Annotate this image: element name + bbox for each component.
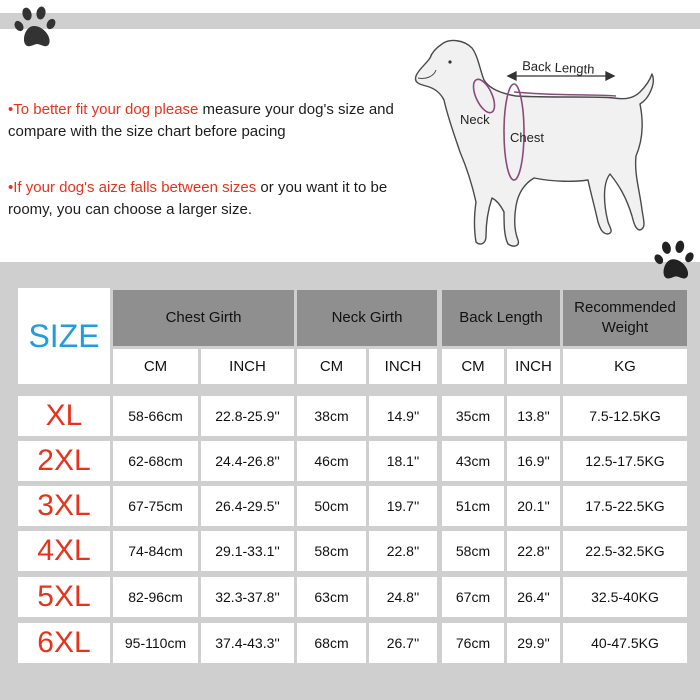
back-length-header: Back Length [442,290,560,346]
table-cell: 22.8-25.9'' [201,396,294,436]
table-cell: 37.4-43.3'' [201,623,294,663]
table-cell: 32.5-40KG [563,577,687,617]
unit-header-weight-kg: KG [563,349,687,384]
unit-header-back-cm: CM [442,349,504,384]
table-cell: 46cm [297,441,366,481]
table-cell: 26.7'' [369,623,437,663]
unit-header-back-inch: INCH [507,349,560,384]
table-cell: 51cm [442,486,504,526]
size-label: 5XL [18,577,110,617]
table-cell: 29.1-33.1'' [201,531,294,571]
table-cell: 62-68cm [113,441,198,481]
table-cell: 16.9'' [507,441,560,481]
table-cell: 67-75cm [113,486,198,526]
neck-girth-header: Neck Girth [297,290,437,346]
recommended-weight-line1: Recommended [574,299,676,316]
recommended-weight-line2: Weight [601,319,649,336]
fit-tip-text: measure your dog's size and compare with the size chart before pacing [8,101,394,140]
size-label: 3XL [18,486,110,526]
table-cell: 24.8'' [369,577,437,617]
unit-header-chest-cm: CM [113,349,198,384]
table-cell: 29.9'' [507,623,560,663]
table-cell: 82-96cm [113,577,198,617]
back-measure-line [514,92,616,96]
dog-measurement-diagram [404,34,694,264]
top-gray-band [0,13,700,29]
table-cell: 12.5-17.5KG [563,441,687,481]
between-sizes-tip: •If your dog's aize falls between sizes or you want it to be roomy, you can choose a larger size. [8,179,388,218]
table-cell: 35cm [442,396,504,436]
chest-girth-header: Chest Girth [113,290,294,346]
table-cell: 38cm [297,396,366,436]
chest-label: Chest [510,130,544,145]
table-cell: 32.3-37.8'' [201,577,294,617]
unit-header-neck-inch: INCH [369,349,437,384]
size-label: XL [18,396,110,436]
paw-print-icon [14,6,60,56]
table-cell: 20.1'' [507,486,560,526]
table-cell: 19.7'' [369,486,437,526]
unit-header-neck-cm: CM [297,349,366,384]
table-cell: 22.5-32.5KG [563,531,687,571]
table-cell: 58cm [297,531,366,571]
table-cell: 67cm [442,577,504,617]
table-cell: 24.4-26.8'' [201,441,294,481]
paw-print-icon-right [654,240,698,288]
table-cell: 17.5-22.5KG [563,486,687,526]
table-cell: 63cm [297,577,366,617]
neck-label: Neck [460,112,490,127]
fit-tip: •To better fit your dog please measure your dog's size and compare with the size chart before pacing [8,101,394,140]
table-cell: 43cm [442,441,504,481]
table-cell: 76cm [442,623,504,663]
between-sizes-highlight: If your dog's aize falls between sizes [13,179,257,196]
back-length-label: Back Length [521,58,595,77]
table-cell: 95-110cm [113,623,198,663]
recommended-weight-header [563,290,687,346]
table-cell: 74-84cm [113,531,198,571]
table-cell: 14.9'' [369,396,437,436]
table-cell: 7.5-12.5KG [563,396,687,436]
size-label: 6XL [18,623,110,663]
table-cell: 68cm [297,623,366,663]
table-cell: 40-47.5KG [563,623,687,663]
table-cell: 26.4-29.5'' [201,486,294,526]
table-cell: 22.8'' [507,531,560,571]
table-cell: 50cm [297,486,366,526]
size-label: 2XL [18,441,110,481]
table-cell: 13.8'' [507,396,560,436]
table-cell: 18.1'' [369,441,437,481]
size-label: 4XL [18,531,110,571]
table-cell: 22.8'' [369,531,437,571]
table-cell: 26.4'' [507,577,560,617]
between-sizes-text: or you want it to be roomy, you can choose a larger size. [8,179,388,218]
size-column-title: SIZE [18,288,110,384]
table-cell: 58cm [442,531,504,571]
unit-header-chest-inch: INCH [201,349,294,384]
table-cell: 58-66cm [113,396,198,436]
fit-tip-highlight: To better fit your dog please [13,101,199,118]
